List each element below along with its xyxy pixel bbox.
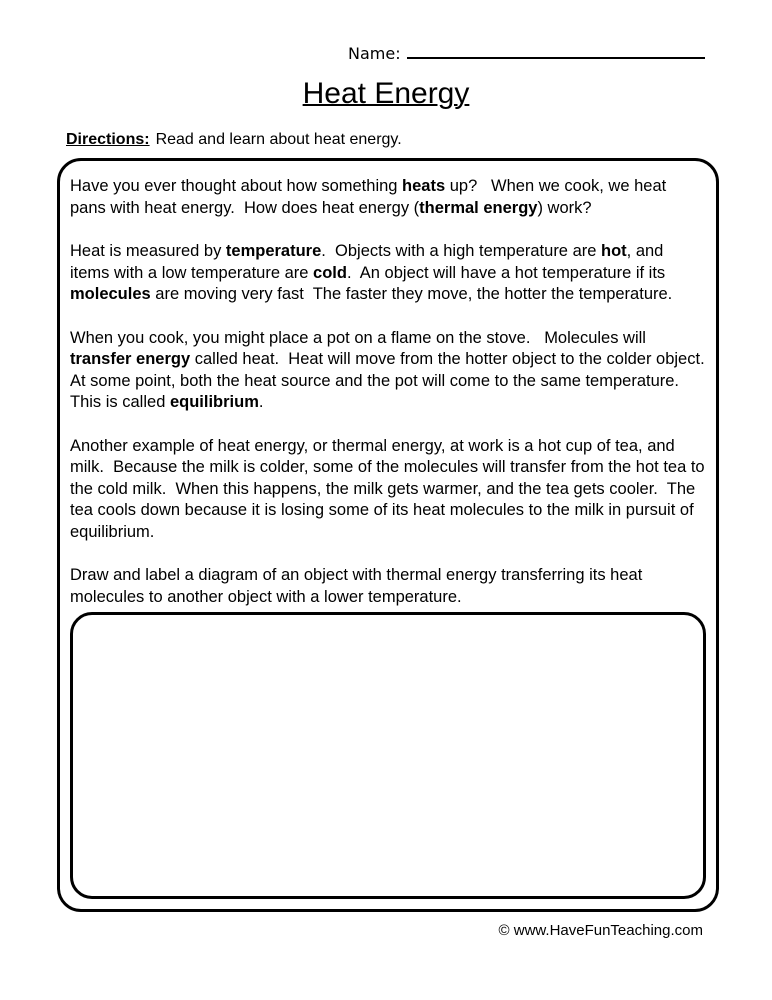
passage-box bbox=[57, 158, 719, 912]
name-blank-line[interactable] bbox=[407, 45, 705, 59]
name-label: Name: bbox=[348, 44, 401, 63]
footer-copyright: © www.HaveFunTeaching.com bbox=[498, 922, 703, 939]
drawing-area[interactable] bbox=[70, 612, 706, 899]
directions-text: Read and learn about heat energy. bbox=[155, 131, 402, 148]
passage-paragraph-2: Heat is measured by temperature. Objects with a high temperature are hot, and items with a low temperature are cold. An object will have a hot temperature if its molecules are moving very fast The faster they move, the hotter the temperature. bbox=[70, 242, 673, 303]
name-row bbox=[348, 44, 772, 64]
directions-label: Directions: bbox=[66, 131, 150, 148]
directions bbox=[66, 130, 772, 150]
passage-paragraph-1: Have you ever thought about how something heats up? When we cook, we heat pans with heat energy. How does heat energy (thermal energy) work? bbox=[70, 177, 671, 217]
page-title: Heat Energy bbox=[302, 77, 470, 110]
passage-paragraph-3: When you cook, you might place a pot on a flame on the stove. Molecules will transfer energy called heat. Heat will move from the hotter object to the colder object. At some point, both the heat source and the pot will come to the same temperature. This is called equilibrium. bbox=[70, 328, 713, 411]
passage-paragraph-5: Draw and label a diagram of an object with thermal energy transferring its heat molecules to another object with a lower temperature. bbox=[70, 566, 647, 606]
passage-paragraph-4: Another example of heat energy, or thermal energy, at work is a hot cup of tea, and milk. Because the milk is colder, some of the molecules will transfer from the hot tea to the cold milk. When this happens, the milk gets warmer, and the tea gets cooler. The tea cools down because it is losing some of its heat molecules to the milk in pursuit of equilibrium. bbox=[70, 436, 710, 541]
